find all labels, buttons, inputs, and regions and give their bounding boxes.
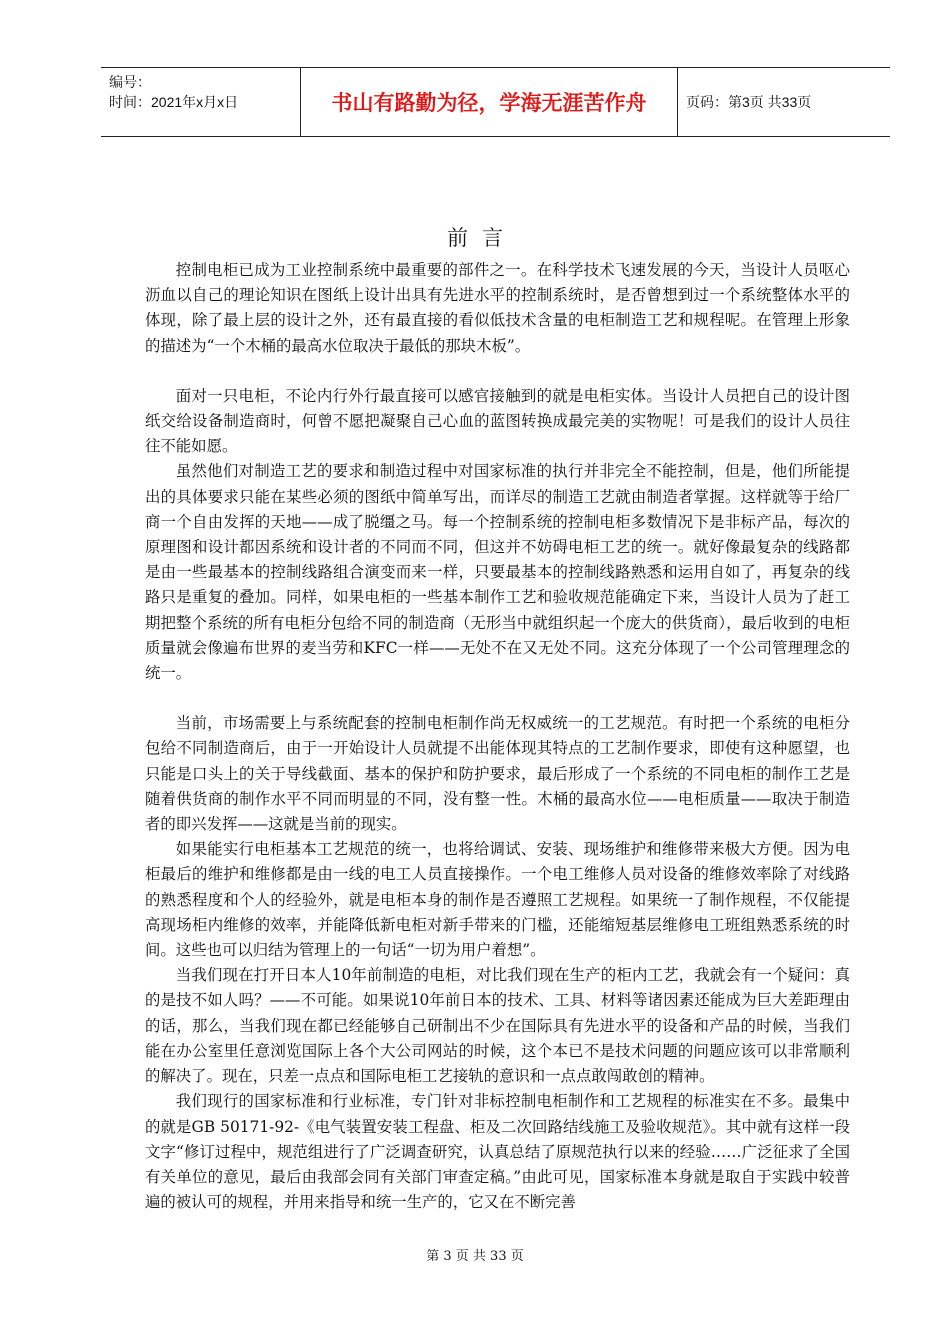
paragraph: 我们现行的国家标准和行业标准，专门针对非标控制电柜制作和工艺规程的标准实在不多。最集中的就是GB 50171-92-《电气装置安装工程盘、柜及二次回路结线施工及验收规范》。其中就有这样一段文字“修订过程中，规范组进行了广泛调查研究，认真总结了原规范执行以来的经验……广泛征求了全国有关单位的意见，最后由我部会同有关部门审查定稿。”由此可见，国家标准本身就是取自于实践中较普遍的被认可的规程，并用来指导和统一生产的，它又在不断完善 xyxy=(145,1092,850,1212)
paragraph: 当前，市场需要上与系统配套的控制电柜制作尚无权威统一的工艺规范。有时把一个系统的电柜分包给不同制造商后，由于一开始设计人员就提不出能体现其特点的工艺制作要求，即使有这种愿望，也只能是口头上的关于导线截面、基本的保护和防护要求，最后形成了一个系统的不同电柜的制作工艺是随着供货商的制作水平不同而明显的不同，没有整一性。木桶的最高水位——电柜质量——取决于制造者的即兴发挥——这就是当前的现实。 xyxy=(145,714,850,834)
header-number-label: 编号： xyxy=(109,74,151,90)
paragraph: 虽然他们对制造工艺的要求和制造过程中对国家标准的执行并非完全不能控制，但是，他们所能提出的具体要求只能在某些必须的图纸中简单写出，而详尽的制造工艺就由制造者掌握。这样就等于给厂商一个自由发挥的天地——成了脱缰之马。每一个控制系统的控制电柜多数情况下是非标产品，每次的原理图和设计都因系统和设计者的不同而不同，但这并不妨碍电柜工艺的统一。就好像最复杂的线路都是由一些最基本的控制线路组合演变而来一样，只要最基本的控制线路熟悉和运用自如了，再复杂的线路只是重复的叠加。同样，如果电柜的一些基本制作工艺和验收规范能确定下来，当设计人员为了赶工期把整个系统的所有电柜分包给不同的制造商（无形当中就组织起一个庞大的供货商），最后收到的电柜质量就会像遍布世界的麦当劳和KFC一样——无处不在又无处不同。这充分体现了一个公司管理理念的统一。 xyxy=(145,462,850,683)
header-page-info: 页码：第3页 共33页 xyxy=(686,94,812,110)
header-meta xyxy=(101,68,301,136)
paragraph: 控制电柜已成为工业控制系统中最重要的部件之一。在科学技术飞速发展的今天，当设计人员呕心沥血以自己的理论知识在图纸上设计出具有先进水平的控制系统时，是否曾想到过一个系统整体水平的体现，除了最上层的设计之外，还有最直接的看似低技术含量的电柜制造工艺和规程呢。在管理上形象的描述为“一个木桶的最高水位取决于最低的那块木板”。 xyxy=(145,261,850,355)
header-time-label: 时间：2021年x月x日 xyxy=(109,94,239,110)
document-title: 前言 xyxy=(447,226,517,250)
paragraph: 如果能实行电柜基本工艺规范的统一，也将给调试、安装、现场维护和维修带来极大方便。因为电柜最后的维护和维修都是由一线的电工人员直接操作。一个电工维修人员对设备的维修效率除了对线路的熟悉程度和个人的经验外，就是电柜本身的制作是否遵照工艺规程。如果统一了制作规程，不仅能提高现场柜内维修的效率，并能降低新电柜对新手带来的门槛，还能缩短基层维修电工班组熟悉系统的时间。这些也可以归结为管理上的一句话“一切为用户着想”。 xyxy=(145,840,850,960)
document-body xyxy=(145,258,850,1215)
header-motto: 书山有路勤为径，学海无涯苦作舟 xyxy=(301,68,678,136)
paragraph: 当我们现在打开日本人10年前制造的电柜，对比我们现在生产的柜内工艺，我就会有一个疑问：真的是技不如人吗？——不可能。如果说10年前日本的技术、工具、材料等诸因素还能成为巨大差距理由的话，那么，当我们现在都已经能够自己研制出不少在国际具有先进水平的设备和产品的时候，当我们能在办公室里任意浏览国际上各个大公司网站的时候，这个本已不是技术问题的问题应该可以非常顺利的解决了。现在，只差一点点和国际电柜工艺接轨的意识和一点点敢闯敢创的精神。 xyxy=(145,966,850,1086)
page-footer: 第 3 页 共 33 页 xyxy=(426,1249,524,1264)
page-header xyxy=(101,67,890,137)
paragraph: 面对一只电柜，不论内行外行最直接可以感官接触到的就是电柜实体。当设计人员把自己的设计图纸交给设备制造商时，何曾不愿把凝聚自己心血的蓝图转换成最完美的实物呢！可是我们的设计人员往往不能如愿。 xyxy=(145,386,850,456)
